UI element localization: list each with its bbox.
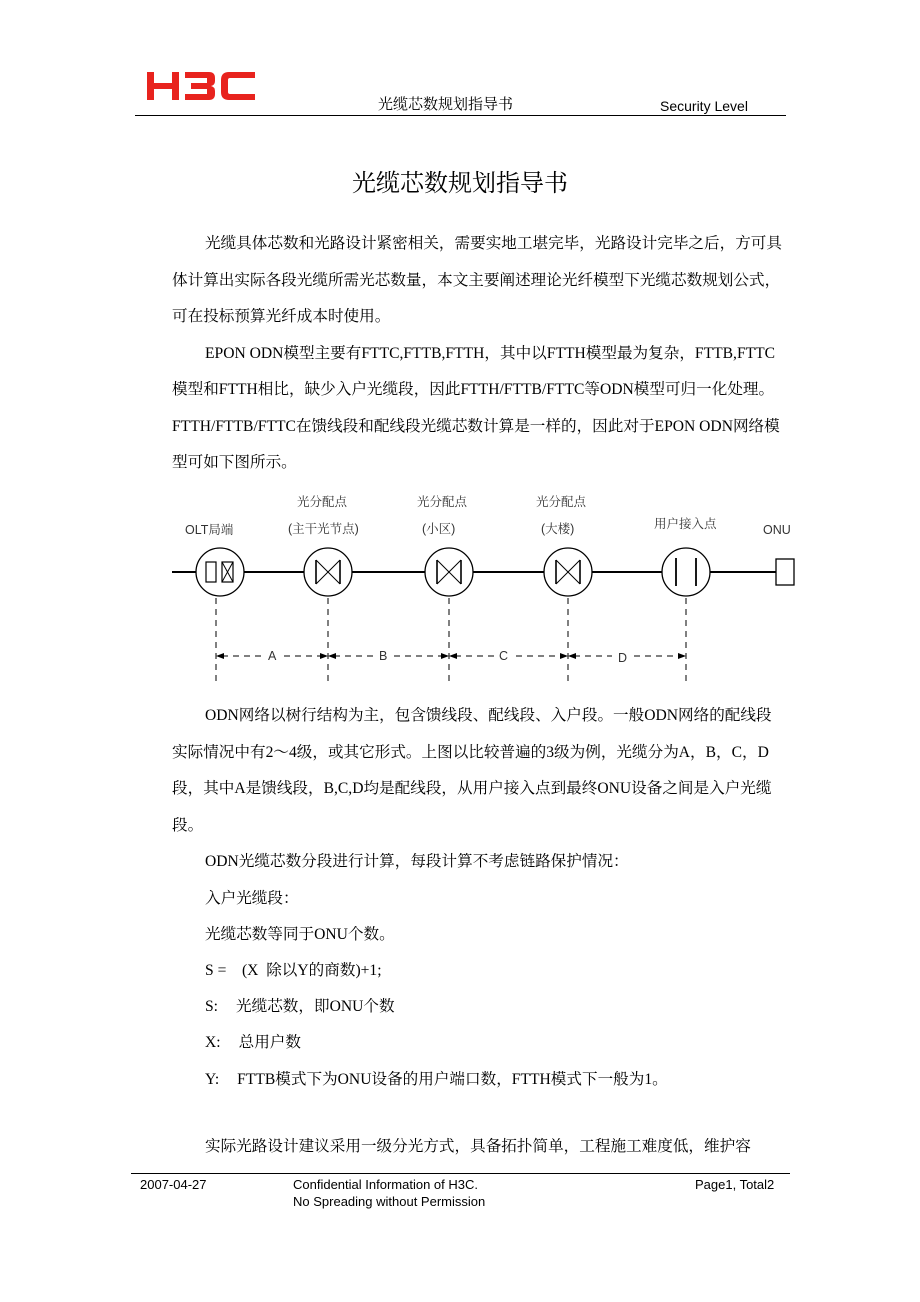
segment-b-label: B <box>379 649 388 663</box>
splitter2-sub: (小区) <box>422 522 456 536</box>
paragraph-calc-intro: ODN光缆芯数分段进行计算，每段计算不考虑链路保护情况： <box>205 853 629 870</box>
home-cable-heading: 入户光缆段： <box>205 890 299 907</box>
split-recommend-section <box>172 1129 784 1166</box>
paragraph-odn-structure: ODN网络以树行结构为主，包含馈线段、配线段、入户段。一般ODN网络的配线段实际情况中有2～4级，或其它形式。上图以比较普遍的3级为例，光缆分为A，B，C，D段，其中A是馈线段，B,C,D均是配线段，从用户接入点到最终ONU设备之间是入户光缆段。 <box>172 707 772 834</box>
intro-section <box>172 226 784 482</box>
splitter3-node <box>544 548 592 596</box>
splitter3-label: 光分配点 <box>536 495 587 509</box>
definition-s-key: S: <box>205 998 219 1015</box>
definition-y-key: Y: <box>205 1071 220 1088</box>
paragraph-odn-models: EPON ODN模型主要有FTTC,FTTB,FTTH，其中以FTTH模型最为复杂，FTTB,FTTC模型和FTTH相比，缺少入户光缆段，因此FTTH/FTTB/FTTC等ODN模型可归一化处理。FTTH/FTTB/FTTC在馈线段和配线段光缆芯数计算是一样的，因此对于EPON ODN网络模型可如下图所示。 <box>172 344 780 471</box>
splitter2-label: 光分配点 <box>417 495 468 509</box>
onu-label: ONU <box>763 523 791 537</box>
header-divider <box>135 115 786 116</box>
access-point-label: 用户接入点 <box>654 517 717 531</box>
footer-confidential: Confidential Information of H3C. <box>293 1177 478 1192</box>
paragraph-split-recommend: 实际光路设计建议采用一级分光方式，具备拓扑简单，工程施工难度低，维护容 <box>205 1138 751 1155</box>
document-title: 光缆芯数规划指导书 <box>352 169 568 197</box>
splitter1-sub: (主干光节点) <box>288 522 359 536</box>
header-title: 光缆芯数规划指导书 <box>378 95 514 113</box>
footer-divider <box>131 1173 790 1174</box>
definition-x <box>205 1030 301 1052</box>
splitter2-node <box>425 548 473 596</box>
splitter1-label: 光分配点 <box>297 495 348 509</box>
home-cable-equal: 光缆芯数等同于ONU个数。 <box>205 926 395 943</box>
security-level: Security Level <box>660 98 748 114</box>
definition-x-value: 总用户数 <box>238 1034 301 1051</box>
olt-node <box>196 548 244 596</box>
definition-y-value: FTTB模式下为ONU设备的用户端口数，FTTH模式下一般为1。 <box>237 1071 668 1088</box>
definition-s-value: 光缆芯数，即ONU个数 <box>236 998 395 1015</box>
definition-x-key: X: <box>205 1034 221 1051</box>
formula-s: S = (X 除以Y的商数)+1; <box>205 962 382 979</box>
segment-d-label: D <box>618 651 628 665</box>
odn-network-diagram <box>160 484 800 690</box>
splitter1-node <box>304 548 352 596</box>
definition-s <box>205 994 395 1016</box>
footer-no-spreading: No Spreading without Permission <box>293 1194 486 1209</box>
footer-page: Page1, Total2 <box>695 1177 775 1192</box>
h3c-logo <box>147 70 257 104</box>
paragraph-intro: 光缆具体芯数和光路设计紧密相关，需要实地工堪完毕，光路设计完毕之后，方可具体计算出实际各段光缆所需光芯数量，本文主要阐述理论光纤模型下光缆芯数规划公式，可在投标预算光纤成本时使用。 <box>172 235 782 325</box>
segment-a-label: A <box>268 649 277 663</box>
footer-date: 2007-04-27 <box>140 1177 207 1192</box>
segment-c-label: C <box>499 649 509 663</box>
onu-node <box>776 559 794 585</box>
definition-y <box>205 1067 668 1089</box>
splitter3-sub: (大楼) <box>541 522 575 536</box>
odn-structure-section <box>172 698 784 844</box>
olt-label: OLT局端 <box>185 523 234 537</box>
access-point-node <box>662 548 710 596</box>
